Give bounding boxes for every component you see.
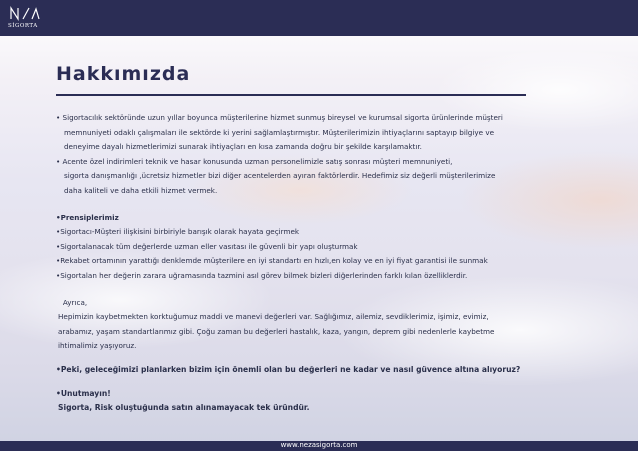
content-body <box>56 111 586 416</box>
question-text: •Peki, geleceğimizi planlarken bizim için önemli olan bu değerleri ne kadar ve nasıl güvence altına alıyoruz? <box>56 364 521 374</box>
principle-item: •Sigortacı-Müşteri ilişkisini birbiriyle barışık olarak hayata geçirmek <box>56 227 300 237</box>
intro-line: deneyime dayalı hizmetlerimizi sunarak ihtiyaçları en kısa zamanda doğru bir şekilde karşılamaktır. <box>64 142 422 152</box>
reminder-section <box>56 387 586 416</box>
principle-item: •Rekabet ortamının yarattığı denklemde müşterilere en iyi standartı en hızlı,en kolay ve en iyi fiyat garantisi ile sunmak <box>56 256 488 266</box>
intro-line: memnuniyeti odaklı çalışmaları ile sektörde ki yerini sağlamlaştırmıştır. Müşterilerimizin ihtiyaçlarını saptayıp bilgiye ve <box>64 127 495 137</box>
also-line: Hepimizin kaybetmekten korktuğumuz maddi ve manevi değerleri var. Sağlığımız, ailemiz, sevdiklerimiz, işimiz, evimiz, <box>58 312 489 322</box>
brand-logo[interactable] <box>8 5 48 33</box>
title-divider <box>56 94 526 96</box>
top-bar <box>0 0 638 36</box>
intro-line: • Sigortacılık sektöründe uzun yıllar boyunca müşterilerine hizmet sunmuş bireysel ve kurumsal sigorta ürünlerinde müşteri <box>56 113 503 122</box>
intro-line: sigorta danışmanlığı ,ücretsiz hizmetler bizi diğer acentelerden ayıran faktörlerdir. Hedefimiz siz değerli müşterilerimize <box>64 171 496 181</box>
intro-line: • Acente özel indirimleri teknik ve hasar konusunda uzman personelimizle satış sonrası müşteri memnuniyeti, <box>56 156 453 166</box>
principles-heading: •Prensiplerimiz <box>56 212 119 222</box>
principle-item: •Sigortalanacak tüm değerlerde uzman eller vasıtası ile güvenli bir yapı oluşturmak <box>56 241 358 251</box>
reminder-heading: •Unutmayın! <box>56 388 111 398</box>
intro-section <box>56 111 586 199</box>
also-line: arabamız, yaşam standartlarımız gibi. Çoğu zaman bu değerleri hastalık, kaza, yangın, deprem gibi nedenlerle kaybetme <box>58 326 495 336</box>
also-line: ihtimalimiz yaşıyoruz. <box>58 341 137 351</box>
logo-mark-icon <box>10 5 40 21</box>
page-title: Hakkımızda <box>56 63 191 85</box>
reminder-text: Sigorta, Risk oluştuğunda satın alınamayacak tek üründür. <box>58 403 310 413</box>
footer-url-link[interactable]: www.nezasigorta.com <box>280 441 358 449</box>
principles-section <box>56 211 586 284</box>
also-section <box>56 296 586 354</box>
also-line: Ayrıca, <box>56 297 88 307</box>
intro-line: daha kaliteli ve daha etkili hizmet vermek. <box>64 185 218 195</box>
principle-item: •Sigortalan her değerin zarara uğramasında tazmini asıl görev bilmek bizleri diğerlerinden farklı kılan özelliklerdir. <box>56 270 468 280</box>
logo-text: SİGORTA <box>8 23 38 29</box>
